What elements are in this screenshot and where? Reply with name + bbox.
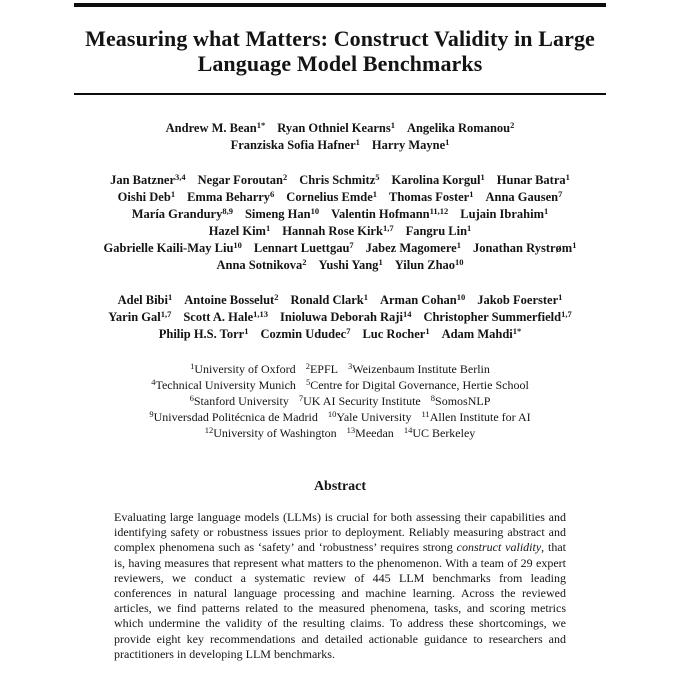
author-name: Gabrielle Kaili-May Liu$^{10}$ (103, 240, 242, 255)
affiliation-number-superscript: 13 (346, 425, 356, 435)
author-affiliation-superscript: 1 (170, 189, 176, 199)
author-affiliation-superscript: 2 (510, 120, 515, 130)
author-name: Hannah Rose Kirk$^{1,7}$ (282, 223, 394, 238)
paper-content-column (74, 0, 606, 662)
author-affiliation-superscript: 14 (402, 309, 412, 319)
affiliation-number-superscript: 7 (298, 393, 304, 403)
author-group (74, 120, 606, 154)
author-affiliation-superscript: 1 (572, 240, 577, 250)
author-affiliation-superscript: 1,7 (160, 309, 172, 319)
author-name: Cozmin Ududec$^7$ (260, 326, 351, 341)
affiliation: $^{11}$Allen Institute for AI (421, 409, 531, 424)
author-name: Ronald Clark$^1$ (290, 292, 368, 307)
author-name: Franziska Sofia Hafner$^1$ (230, 137, 360, 152)
paper-title (74, 26, 606, 76)
paper-title-line-2: Language Model Benchmarks (197, 51, 483, 76)
author-name: Chris Schmitz$^5$ (299, 172, 380, 187)
author-affiliation-superscript: 1 (544, 206, 549, 216)
author-affiliation-superscript: 5 (375, 172, 380, 182)
author-name: Emma Beharry$^6$ (187, 189, 275, 204)
author-group (74, 292, 606, 343)
author-affiliation-superscript: 10 (233, 240, 242, 250)
author-affiliation-superscript: 7 (558, 189, 563, 199)
author-name: Simeng Han$^{10}$ (244, 206, 320, 221)
author-name: Andrew M. Bean$^{1*}$ (165, 120, 266, 135)
affiliation: $^3$Weizenbaum Institute Berlin (347, 361, 490, 376)
title-rule (74, 93, 606, 95)
affiliation-number-superscript: 11 (421, 409, 430, 419)
author-name: Thomas Foster$^1$ (389, 189, 474, 204)
author-affiliation-superscript: 2 (302, 257, 307, 267)
author-line (74, 257, 606, 274)
author-line (74, 172, 606, 189)
affiliation-line (74, 361, 606, 377)
affiliation-number-superscript: 1 (190, 361, 195, 371)
author-group (74, 172, 606, 274)
author-name: Luc Rocher$^1$ (362, 326, 430, 341)
author-name: Yilun Zhao$^{10}$ (394, 257, 464, 272)
affiliation-line (74, 393, 606, 409)
author-name: Ryan Othniel Kearns$^1$ (277, 120, 395, 135)
author-name: Jabez Magomere$^1$ (365, 240, 461, 255)
author-line (74, 292, 606, 309)
author-affiliation-superscript: 1 (480, 172, 485, 182)
author-affiliation-superscript: 1 (355, 137, 360, 147)
author-line (74, 189, 606, 206)
author-affiliation-superscript: 3,4 (175, 172, 186, 182)
affiliations (74, 361, 606, 441)
author-name: Arman Cohan$^{10}$ (379, 292, 466, 307)
author-name: Jakob Foerster$^1$ (477, 292, 563, 307)
author-name: Adel Bibi$^1$ (117, 292, 173, 307)
affiliation-number-superscript: 2 (305, 361, 310, 371)
abstract-italic-term: construct validity (456, 540, 542, 555)
author-affiliation-superscript: 10 (455, 257, 464, 267)
author-affiliation-superscript: 1 (265, 223, 271, 233)
author-name: Fangru Lin$^1$ (405, 223, 472, 238)
author-affiliation-superscript: 10 (310, 206, 320, 216)
author-affiliation-superscript: 1 (244, 326, 249, 336)
author-affiliation-superscript: 1 (469, 189, 474, 199)
affiliation: $^{10}$Yale University (327, 409, 412, 424)
author-name: Angelika Romanou$^2$ (406, 120, 515, 135)
abstract-text-segment: , that is, having measures that represent what matters to the phenomenon. With a team of 29 expert reviewers, we conduct a systematic review of 445 LLM benchmarks from leading conferences in natural language processing and machine learning. Across the reviewed articles, we find patterns related to the measured phenomena, tasks, and scoring metrics which undermine the validity of the resulting claims. To address these shortcomings, we provide eight key recommendations and detailed actionable guidance to researchers and practitioners in developing LLM benchmarks. (114, 540, 567, 661)
author-name: Philip H.S. Torr$^1$ (158, 326, 249, 341)
author-affiliation-superscript: 1,7 (561, 309, 572, 319)
author-name: Harry Mayne$^1$ (371, 137, 450, 152)
author-affiliation-superscript: 7 (346, 326, 351, 336)
author-affiliation-superscript: 1 (390, 120, 395, 130)
author-name: Valentin Hofmann$^{11,12}$ (331, 206, 449, 221)
author-name: Anna Sotnikova$^2$ (216, 257, 307, 272)
affiliation-number-superscript: 14 (403, 425, 413, 435)
author-affiliation-superscript: 7 (349, 240, 354, 250)
affiliation-number-superscript: 9 (149, 409, 154, 419)
author-name: Christopher Summerfield$^{1,7}$ (423, 309, 572, 324)
author-name: Anna Gausen$^7$ (485, 189, 563, 204)
author-affiliation-superscript: 1 (372, 189, 378, 199)
author-name: Jonathan Rystrøm$^1$ (472, 240, 577, 255)
affiliation: $^4$Technical University Munich (151, 377, 296, 392)
author-name: Yarin Gal$^{1,7}$ (108, 309, 172, 324)
affiliation: $^{14}$UC Berkeley (403, 425, 476, 440)
affiliation-line (74, 425, 606, 441)
author-groups (74, 120, 606, 343)
author-affiliation-superscript: 1* (256, 120, 266, 130)
author-name: Lujain Ibrahim$^1$ (460, 206, 549, 221)
affiliation-number-superscript: 3 (347, 361, 353, 371)
affiliation-number-superscript: 4 (151, 377, 156, 387)
author-line (74, 240, 606, 257)
author-affiliation-superscript: 1 (425, 326, 430, 336)
abstract-body (114, 510, 566, 662)
author-name: Scott A. Hale$^{1,13}$ (183, 309, 269, 324)
affiliation-number-superscript: 8 (430, 393, 436, 403)
author-affiliation-superscript: 1 (168, 292, 173, 302)
author-name: Jan Batzner$^{3,4}$ (110, 172, 186, 187)
affiliation: $^{13}$Meedan (346, 425, 394, 440)
author-name: Antoine Bosselut$^2$ (184, 292, 279, 307)
author-name: Yushi Yang$^1$ (318, 257, 383, 272)
author-name: Hazel Kim$^1$ (208, 223, 271, 238)
author-affiliation-superscript: 6 (270, 189, 275, 199)
author-affiliation-superscript: 1,13 (253, 309, 269, 319)
affiliation: $^9$Universdad Politécnica de Madrid (149, 409, 318, 424)
affiliation: $^7$UK AI Security Institute (298, 393, 421, 408)
author-affiliation-superscript: 8,9 (222, 206, 233, 216)
author-line (74, 309, 606, 326)
author-line (74, 326, 606, 343)
author-affiliation-superscript: 2 (282, 172, 288, 182)
author-affiliation-superscript: 10 (456, 292, 466, 302)
author-name: María Grandury$^{8,9}$ (131, 206, 233, 221)
author-name: Cornelius Emde$^1$ (286, 189, 378, 204)
affiliation-line (74, 377, 606, 393)
author-affiliation-superscript: 1 (456, 240, 461, 250)
abstract-text-segment: Evaluating large language models (LLMs) is crucial for both assessing their capabilities and identifying safety or robustness issues prior to deployment. Reliably measuring abstract and complex phenomena such as ‘safety’ and ‘robustness’ requires strong (114, 510, 566, 555)
author-name: Oishi Deb$^1$ (117, 189, 176, 204)
affiliation-line (74, 409, 606, 425)
affiliation: $^5$Centre for Digital Governance, Hertie School (305, 377, 529, 392)
author-name: Lennart Luettgau$^7$ (253, 240, 354, 255)
affiliation: $^{12}$University of Washington (204, 425, 337, 440)
author-affiliation-superscript: 1,7 (382, 223, 394, 233)
paper-title-line-1: Measuring what Matters: Construct Validity in Large (85, 26, 595, 51)
author-line (74, 137, 606, 154)
author-name: Hunar Batra$^1$ (496, 172, 570, 187)
affiliation-number-superscript: 6 (189, 393, 194, 403)
author-affiliation-superscript: 1 (467, 223, 472, 233)
author-affiliation-superscript: 1 (565, 172, 570, 182)
author-affiliation-superscript: 1 (363, 292, 368, 302)
author-affiliation-superscript: 2 (274, 292, 279, 302)
abstract-heading: Abstract (313, 479, 367, 494)
affiliation: $^8$SomosNLP (430, 393, 491, 408)
author-affiliation-superscript: 1 (558, 292, 563, 302)
author-name: Inioluwa Deborah Raji$^{14}$ (280, 309, 412, 324)
author-line (74, 206, 606, 223)
author-line (74, 223, 606, 240)
author-affiliation-superscript: 1 (378, 257, 383, 267)
top-rule (74, 3, 606, 7)
affiliation: $^2$EPFL (305, 361, 338, 376)
affiliation-number-superscript: 5 (305, 377, 311, 387)
affiliation: $^6$Stanford University (189, 393, 289, 408)
affiliation-number-superscript: 10 (327, 409, 337, 419)
affiliation-number-superscript: 12 (204, 425, 214, 435)
author-affiliation-superscript: 11,12 (429, 206, 449, 216)
author-affiliation-superscript: 1* (512, 326, 522, 336)
author-name: Karolina Korgul$^1$ (391, 172, 485, 187)
author-name: Negar Foroutan$^2$ (197, 172, 288, 187)
author-name: Adam Mahdi$^{1*}$ (441, 326, 522, 341)
affiliation: $^1$University of Oxford (190, 361, 296, 376)
author-affiliation-superscript: 1 (445, 137, 450, 147)
author-line (74, 120, 606, 137)
